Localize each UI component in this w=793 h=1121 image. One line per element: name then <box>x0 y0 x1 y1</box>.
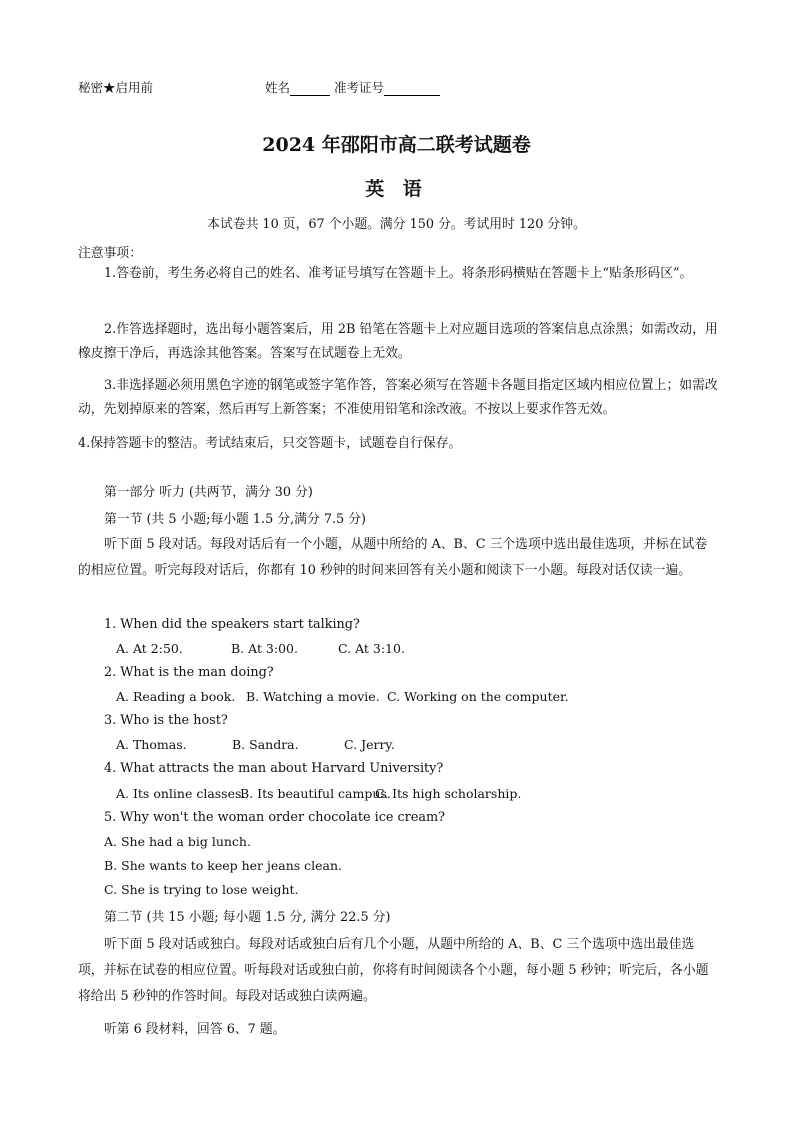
note-item-3: 3.非选择题必须用黑色字迹的钢笔或签字笔作答，答案必须写在答题卡各题目指定区域内相应位置上；如需改动，先划掉原来的答案，然后再写上新答案；不准使用铅笔和涂改液。不按以上要求作答无效。 <box>78 378 718 417</box>
q4-option-b[interactable]: B. Its beautiful campus. <box>240 786 391 801</box>
q5-option-c[interactable]: C. She is trying to lose weight. <box>104 882 299 897</box>
q4-option-c[interactable]: C. Its high scholarship. <box>375 786 522 801</box>
section2-heading: 第二节 (共 15 小题; 每小题 1.5 分, 满分 22.5 分) <box>104 910 391 925</box>
subject-title: 英 语 <box>365 178 428 200</box>
section1-heading: 第一节 (共 5 小题;每小题 1.5 分,满分 7.5 分) <box>104 512 367 527</box>
q2-option-b[interactable]: B. Watching a movie. <box>246 689 380 704</box>
q4-option-a[interactable]: A. Its online classes. <box>116 786 246 801</box>
exam-title: 2024 年邵阳市高二联考试题卷 <box>262 134 531 156</box>
note-item-4: 4.保持答题卡的整洁。考试结束后，只交答题卡，试题卷自行保存。 <box>78 436 462 451</box>
question-4: 4. What attracts the man about Harvard University? <box>104 761 444 776</box>
exam-info: 本试卷共 10 页，67 个小题。满分 150 分。考试用时 120 分钟。 <box>207 217 586 232</box>
name-label: 姓名 <box>264 80 290 95</box>
secret-label: 秘密★启用前 <box>78 80 154 95</box>
q3-option-b[interactable]: B. Sandra. <box>232 737 299 752</box>
section2-instructions: 听下面 5 段对话或独白。每段对话或独白后有几个小题，从题中所给的 A、B、C 三个选项中选出最佳选项，并标在试卷的相应位置。听每段对话或独白前，你将有时间阅读各个小题，每小题 5 秒钟；听完后，各小题将给出 5 秒钟的作答时间。每段对话或独白读两遍。 <box>78 937 709 1004</box>
q5-option-a[interactable]: A. She had a big lunch. <box>104 834 251 849</box>
q3-option-a[interactable]: A. Thomas. <box>116 737 187 752</box>
notes-heading: 注意事项： <box>78 246 142 261</box>
part1-heading: 第一部分 听力 (共两节，满分 30 分) <box>104 485 313 500</box>
q1-option-b[interactable]: B. At 3:00. <box>231 641 298 656</box>
note-item-2: 2.作答选择题时，选出每小题答案后，用 2B 铅笔在答题卡上对应题目选项的答案信息点涂黑；如需改动，用橡皮擦干净后，再选涂其他答案。答案写在试题卷上无效。 <box>78 322 718 361</box>
q5-option-b[interactable]: B. She wants to keep her jeans clean. <box>104 858 343 873</box>
question-1: 1. When did the speakers start talking? <box>104 617 360 632</box>
id-label: 准考证号 <box>333 80 384 95</box>
q2-option-c[interactable]: C. Working on the computer. <box>387 689 569 704</box>
section2-prompt: 听第 6 段材料，回答 6、7 题。 <box>104 1022 286 1037</box>
question-5: 5. Why won't the woman order chocolate ice cream? <box>104 810 445 825</box>
exam-header <box>78 78 440 96</box>
name-blank[interactable] <box>290 83 330 96</box>
section1-instructions: 听下面 5 段对话。每段对话后有一个小题，从题中所给的 A、B、C 三个选项中选出最佳选项，并标在试卷的相应位置。听完每段对话后，你都有 10 秒钟的时间来回答有关小题和阅读下一小题。每段对话仅读一遍。 <box>78 537 708 578</box>
id-blank[interactable] <box>384 83 440 96</box>
q1-option-c[interactable]: C. At 3:10. <box>338 641 405 656</box>
q3-option-c[interactable]: C. Jerry. <box>344 737 395 752</box>
note-item-1: 1.答卷前，考生务必将自己的姓名、准考证号填写在答题卡上。将条形码横贴在答题卡上“贴条形码区”。 <box>104 266 693 281</box>
q2-option-a[interactable]: A. Reading a book. <box>116 689 236 704</box>
question-3: 3. Who is the host? <box>104 713 228 728</box>
q1-option-a[interactable]: A. At 2:50. <box>116 641 183 656</box>
question-2: 2. What is the man doing? <box>104 665 274 680</box>
